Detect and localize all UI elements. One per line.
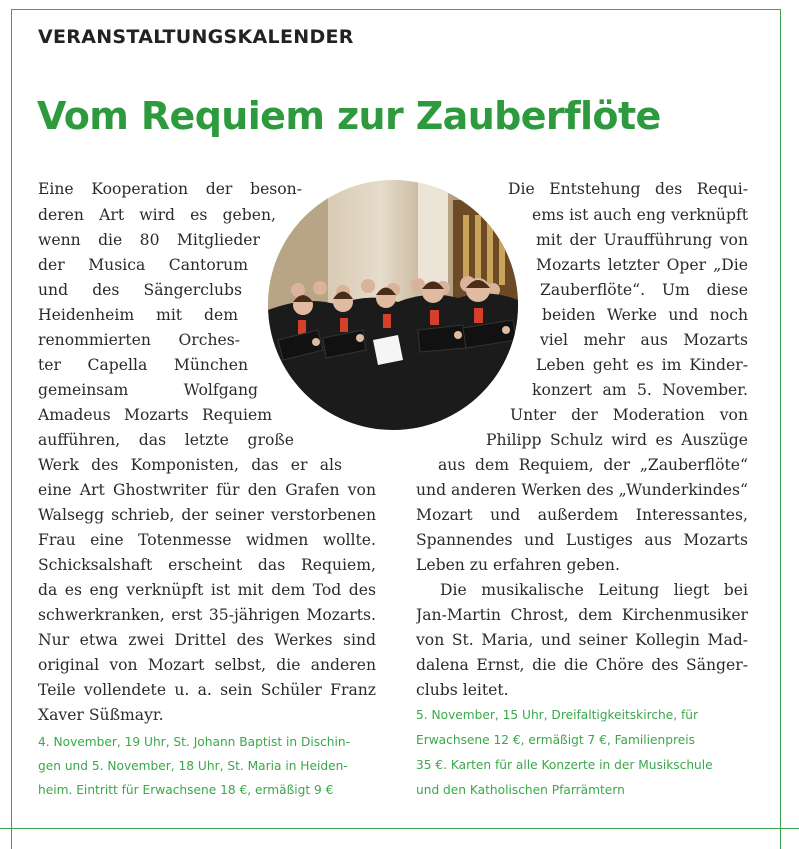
- left-text-line: gemeinsam Wolfgang: [38, 381, 258, 399]
- left-text-line: renommierten Orches-: [38, 331, 240, 349]
- left-text-line: Nur etwa zwei Drittel des Werkes sind: [38, 631, 376, 649]
- left-text-line: Schicksalshaft erscheint das Requiem,: [38, 556, 376, 574]
- right-text-line: von St. Maria, und seiner Kollegin Mad-: [416, 631, 748, 649]
- right-text-line: Philipp Schulz wird es Auszüge: [486, 431, 748, 449]
- left-event-info: gen und 5. November, 18 Uhr, St. Maria in Heiden-: [38, 759, 348, 773]
- right-text-line: Die musikalische Leitung liegt bei: [440, 581, 748, 599]
- left-text-line: Walsegg schrieb, der seiner verstorbenen: [38, 506, 376, 524]
- section-label: VERANSTALTUNGSKALENDER: [38, 26, 354, 48]
- right-event-info: 5. November, 15 Uhr, Dreifaltigkeitskirche, für: [416, 708, 699, 722]
- right-text-line: mit der Uraufführung von: [536, 231, 748, 249]
- right-text-line: Leben geht es im Kinder-: [536, 356, 748, 374]
- left-event-info: 4. November, 19 Uhr, St. Johann Baptist in Dischin-: [38, 735, 351, 749]
- right-text-line: Mozart und außerdem Interessantes,: [416, 506, 748, 524]
- left-text-line: der Musica Cantorum: [38, 256, 248, 274]
- left-text-line: Xaver Süßmayr.: [38, 706, 164, 724]
- right-text-line: viel mehr aus Mozarts: [540, 331, 748, 349]
- left-text-line: Heidenheim mit dem: [38, 306, 238, 324]
- left-text-line: Amadeus Mozarts Requiem: [38, 406, 272, 424]
- right-event-info: 35 €. Karten für alle Konzerte in der Musikschule: [416, 758, 713, 772]
- right-text-line: Zauberflöte“. Um diese: [540, 281, 748, 299]
- right-text-line: clubs leitet.: [416, 681, 509, 699]
- right-text-line: Die Entstehung des Requi-: [508, 180, 748, 198]
- choir-photo: [268, 180, 518, 430]
- right-text-line: beiden Werke und noch: [542, 306, 748, 324]
- left-text-line: wenn die 80 Mitglieder: [38, 231, 260, 249]
- left-text-line: eine Art Ghostwriter für den Grafen von: [38, 481, 376, 499]
- left-text-line: aufführen, das letzte große: [38, 431, 294, 449]
- left-text-line: da es eng verknüpft ist mit dem Tod des: [38, 581, 376, 599]
- left-text-line: Frau eine Totenmesse widmen wollte.: [38, 531, 376, 549]
- right-text-line: aus dem Requiem, der „Zauberflöte“: [438, 456, 748, 474]
- article-headline: Vom Requiem zur Zauberflöte: [37, 94, 661, 138]
- left-text-line: original von Mozart selbst, die anderen: [38, 656, 376, 674]
- left-text-line: Eine Kooperation der beson-: [38, 180, 302, 198]
- left-text-line: deren Art wird es geben,: [38, 206, 276, 224]
- right-text-line: Leben zu erfahren geben.: [416, 556, 620, 574]
- left-text-line: schwerkranken, erst 35-jährigen Mozarts.: [38, 606, 376, 624]
- left-text-line: ter Capella München: [38, 356, 248, 374]
- right-event-info: Erwachsene 12 €, ermäßigt 7 €, Familienpreis: [416, 733, 695, 747]
- right-text-line: und anderen Werken des „Wunderkindes“: [416, 481, 748, 499]
- right-text-line: Spannendes und Lustiges aus Mozarts: [416, 531, 748, 549]
- right-text-line: konzert am 5. November.: [532, 381, 748, 399]
- bottom-rule: [0, 828, 799, 829]
- right-event-info: und den Katholischen Pfarrämtern: [416, 783, 625, 797]
- right-text-line: dalena Ernst, die die Chöre des Sänger-: [416, 656, 748, 674]
- left-text-line: Teile vollendete u. a. sein Schüler Franz: [38, 681, 376, 699]
- right-text-line: Jan-Martin Chrost, dem Kirchenmusiker: [416, 606, 748, 624]
- left-event-info: heim. Eintritt für Erwachsene 18 €, ermäßigt 9 €: [38, 783, 334, 797]
- right-text-line: ems ist auch eng verknüpft: [532, 206, 748, 224]
- right-text-line: Unter der Moderation von: [510, 406, 748, 424]
- left-text-line: Werk des Komponisten, das er als: [38, 456, 342, 474]
- left-text-line: und des Sängerclubs: [38, 281, 242, 299]
- right-text-line: Mozarts letzter Oper „Die: [536, 256, 748, 274]
